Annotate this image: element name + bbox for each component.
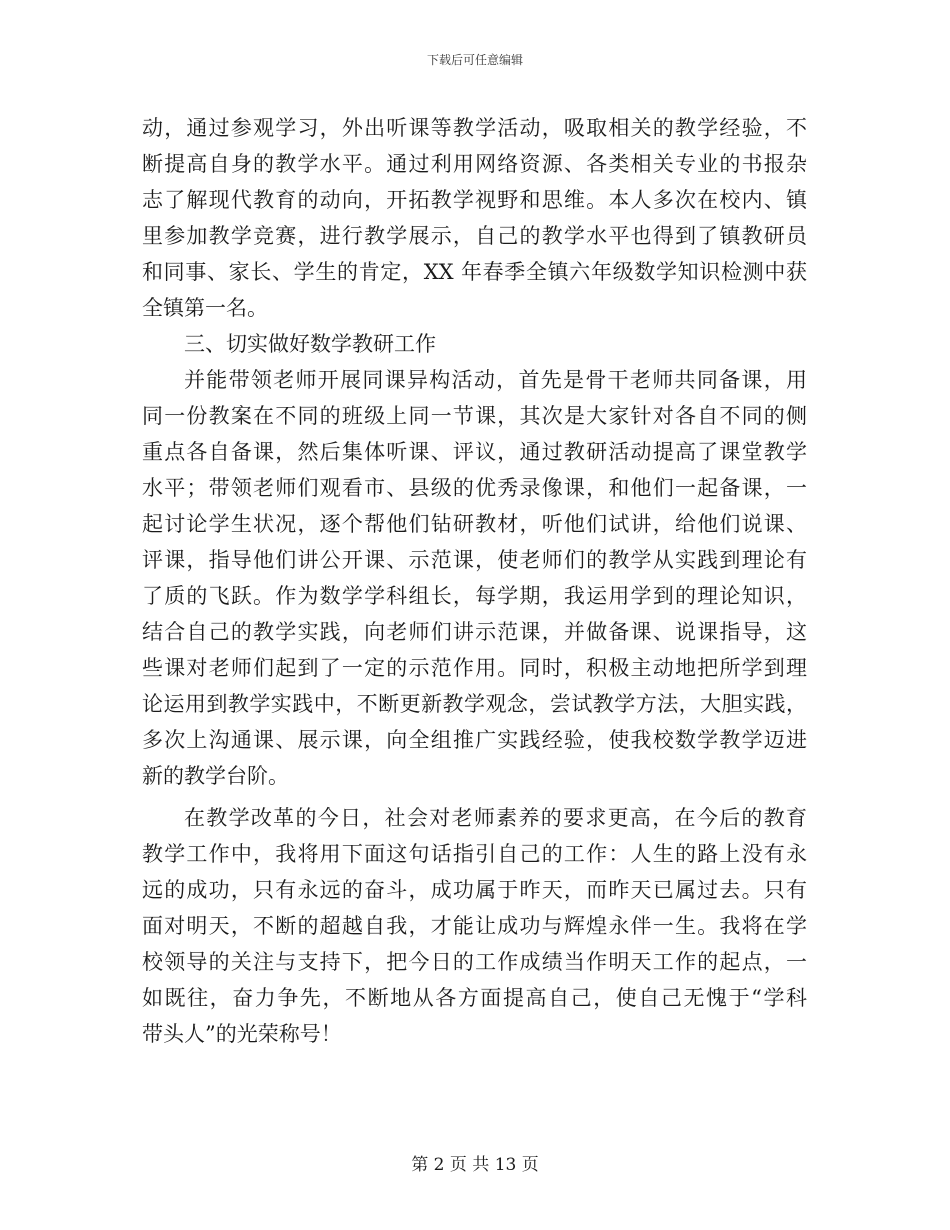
text-line: 水平；带领老师们观看市、县级的优秀录像课，和他们一起备课，一 xyxy=(142,476,807,500)
text-line: 在教学改革的今日，社会对老师素养的要求更高，在今后的教育 xyxy=(184,806,807,830)
text-line: 校领导的关注与支持下，把今日的工作成绩当作明天工作的起点，一 xyxy=(142,950,807,974)
paragraph xyxy=(142,362,807,794)
text-line: 新的教学台阶。 xyxy=(142,764,289,788)
text-line: 里参加教学竞赛，进行教学展示，自己的教学水平也得到了镇教研员 xyxy=(142,224,807,248)
paragraph xyxy=(142,110,807,326)
text-line: 评课，指导他们讲公开课、示范课，使老师们的教学从实践到理论有 xyxy=(142,548,807,572)
text-line: 论运用到教学实践中，不断更新教学观念，尝试教学方法，大胆实践， xyxy=(142,692,807,716)
text-line: 起讨论学生状况，逐个帮他们钻研教材，听他们试讲，给他们说课、 xyxy=(142,512,807,536)
text-line: 志了解现代教育的动向，开拓教学视野和思维。本人多次在校内、镇 xyxy=(142,188,807,212)
paragraph xyxy=(142,800,807,1052)
text-line: 带头人”的光荣称号！ xyxy=(142,1022,342,1046)
text-line: 了质的飞跃。作为数学学科组长，每学期，我运用学到的理论知识， xyxy=(142,584,807,608)
text-line: 远的成功，只有永远的奋斗，成功属于昨天，而昨天已属过去。只有 xyxy=(142,878,807,902)
text-line: 结合自己的教学实践，向老师们讲示范课，并做备课、说课指导，这 xyxy=(142,620,807,644)
text-line: 全镇第一名。 xyxy=(142,296,268,320)
text-line: 并能带领老师开展同课异构活动，首先是骨干老师共同备课，用 xyxy=(184,368,807,392)
text-line: 重点各自备课，然后集体听课、评议，通过教研活动提高了课堂教学 xyxy=(142,440,807,464)
text-line: 多次上沟通课、展示课，向全组推广实践经验，使我校数学教学迈进 xyxy=(142,728,807,752)
text-line: 教学工作中，我将用下面这句话指引自己的工作：人生的路上没有永 xyxy=(142,842,807,866)
text-line: 面对明天，不断的超越自我，才能让成功与辉煌永伴一生。我将在学 xyxy=(142,914,807,938)
section-heading: 三、切实做好数学教研工作 xyxy=(184,332,436,356)
page-header-note: 下载后可任意编辑 xyxy=(426,53,523,67)
text-line: 些课对老师们起到了一定的示范作用。同时，积极主动地把所学到理 xyxy=(142,656,807,680)
document-body xyxy=(142,110,807,1052)
text-line: 和同事、家长、学生的肯定，XX 年春季全镇六年级数学知识检测中获 xyxy=(142,260,807,284)
text-line: 动，通过参观学习，外出听课等教学活动，吸取相关的教学经验，不 xyxy=(142,116,807,140)
page-number: 第 2 页 共 13 页 xyxy=(411,1155,539,1175)
text-line: 断提高自身的教学水平。通过利用网络资源、各类相关专业的书报杂 xyxy=(142,152,807,176)
text-line: 如既往，奋力争先，不断地从各方面提高自己，使自己无愧于“学科 xyxy=(142,986,807,1010)
text-line: 同一份教案在不同的班级上同一节课，其次是大家针对各自不同的侧 xyxy=(142,404,807,428)
